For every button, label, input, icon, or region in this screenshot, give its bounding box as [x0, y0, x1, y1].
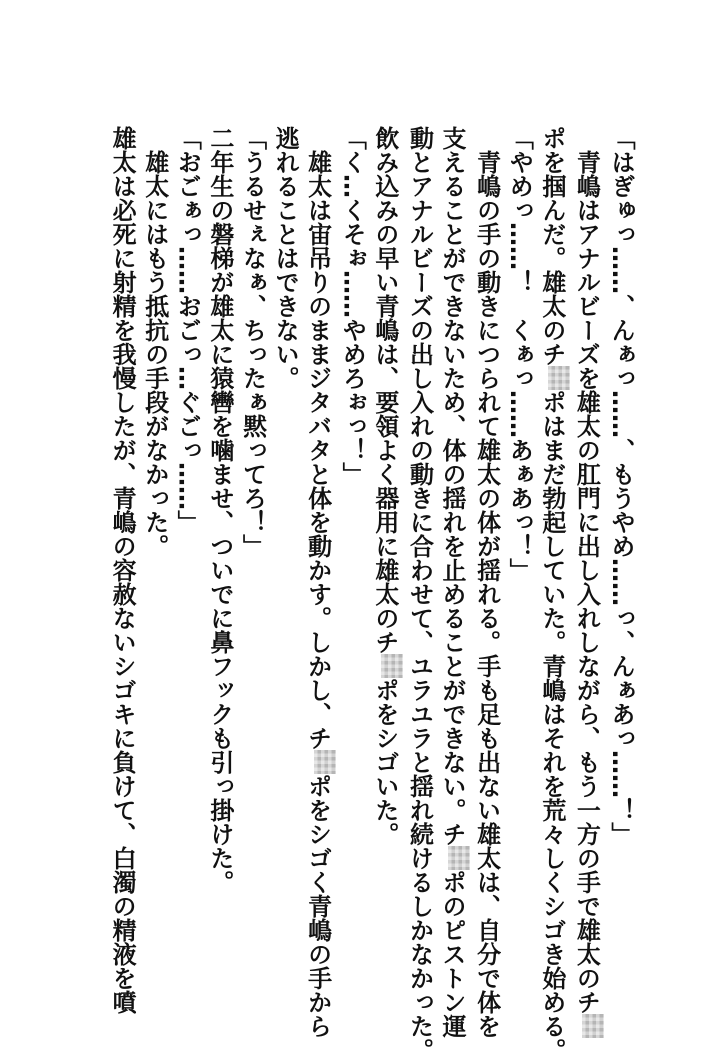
text-line-10-part-b: ポをシゴく青嶋の手から	[303, 774, 332, 1038]
text-line-14: 「おごぁっ……おごっ…ぐごっ……」	[173, 126, 202, 534]
text-line-15: 雄太にはもう抵抗の手段がなかった。	[140, 150, 169, 558]
text-line-1: 「はぎゅっ……、んぁっ……、もうやめ……っ、んぁあっ……！」	[607, 126, 635, 846]
text-line-5: 青嶋の手の動きにつられて雄太の体が揺れる。手も足も出ない雄太は、自分で体を	[472, 150, 501, 1038]
text-line-9: 「く…くそぉ……やめろぉっ！」	[338, 126, 367, 486]
mosaic-censor	[314, 750, 336, 774]
text-line-8	[368, 126, 403, 966]
text-line-2-part-a: 青嶋はアナルビーズを雄太の肛門に出し入れしながら、もう一方の手で雄太のチ	[572, 150, 601, 1014]
text-line-16: 雄太は必死に射精を我慢したが、青嶋の容赦ないシゴキに負けて、白濁の精液を噴	[108, 126, 137, 1014]
text-line-8-part-b: ポをシゴいた。	[370, 678, 399, 846]
mosaic-censor	[548, 366, 570, 390]
text-line-3	[535, 126, 570, 1062]
text-line-2	[570, 126, 605, 1014]
mosaic-censor	[381, 654, 403, 678]
text-line-11: 逃れることはできない。	[271, 126, 300, 390]
text-line-4: 「やめっ……！ くぁっ……あぁあっ！」	[505, 126, 534, 582]
mosaic-censor	[448, 846, 470, 870]
text-line-6-part-a: 支えることができないため、体の揺れを止めることができない。チ	[438, 126, 467, 846]
text-line-10	[301, 126, 336, 1038]
text-line-3-part-b: ポはまだ勃起していた。青嶋はそれを荒々しくシゴき始める。	[537, 390, 566, 1062]
text-line-6-part-b: ポのピストン運	[438, 870, 467, 1038]
novel-text-vertical	[106, 126, 638, 1062]
mosaic-censor	[582, 1014, 604, 1038]
text-line-12: 「うるせぇなぁ、ちったぁ黙ってろ！」	[238, 126, 267, 558]
text-line-6	[435, 126, 470, 1038]
text-line-7: 動とアナルビーズの出し入れの動きに合わせて、ユラユラと揺れ続けるしかなかった。	[405, 126, 434, 1062]
text-line-13: 二年生の磐梯が雄太に猿轡を噛ませ、ついでに鼻フックも引っ掛けた。	[205, 126, 234, 894]
text-line-8-part-a: 飲み込みの早い青嶋は、要領よく器用に雄太のチ	[370, 126, 399, 654]
text-line-3-part-a: ポを掴んだ。雄太のチ	[537, 126, 566, 366]
text-line-10-part-a: 雄太は宙吊りのままジタバタと体を動かす。しかし、チ	[303, 150, 332, 750]
